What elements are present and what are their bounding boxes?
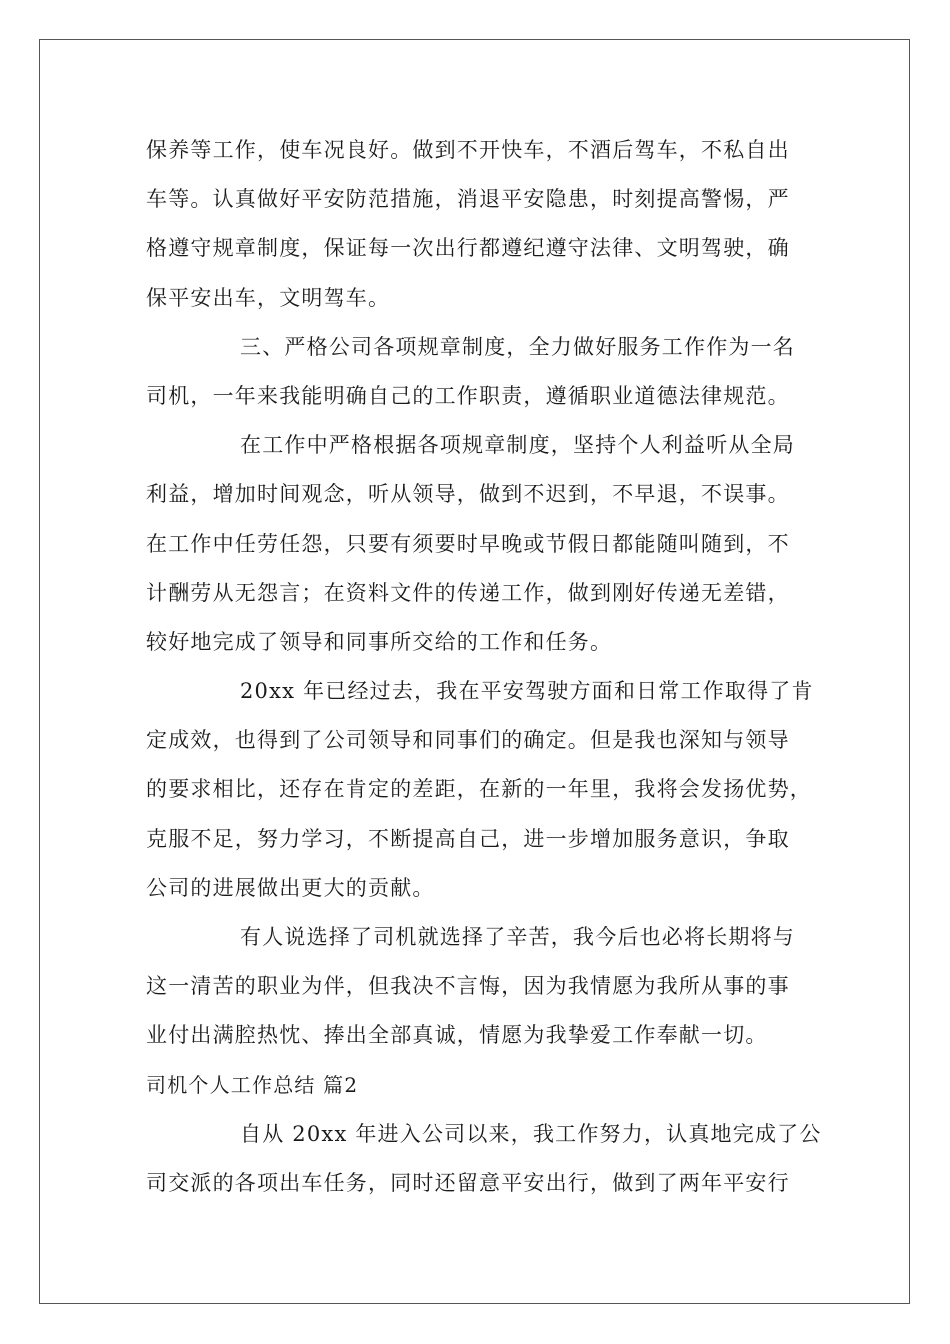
paragraph-first-line: 有人说选择了司机就选择了辛苦，我今后也必将长期将与 bbox=[240, 925, 795, 949]
text-line: 较好地完成了领导和同事所交给的工作和任务。 bbox=[146, 629, 613, 654]
text-line: 司交派的各项出车任务，同时还留意平安出行，做到了两年平安行 bbox=[146, 1170, 790, 1195]
text-line: 公司的进展做出更大的贡献。 bbox=[146, 875, 435, 900]
paragraph-first-line: 自从 20xx 年进入公司以来，我工作努力，认真地完成了公 bbox=[240, 1121, 822, 1146]
text-line: 的要求相比，还存在肯定的差距，在新的一年里，我将会发扬优势， bbox=[146, 777, 812, 802]
text-line: 这一清苦的职业为伴，但我决不言悔，因为我情愿为我所从事的事 bbox=[146, 974, 790, 999]
text-line: 保平安出车，文明驾车。 bbox=[146, 285, 391, 310]
paragraph-first-line: 三、严格公司各项规章制度，全力做好服务工作作为一名 bbox=[240, 334, 795, 359]
text-line: 利益，增加时间观念，听从领导，做到不迟到，不早退，不误事。 bbox=[146, 482, 790, 507]
text-line: 在工作中任劳任怨，只要有须要时早晚或节假日都能随叫随到，不 bbox=[146, 531, 790, 556]
text-line: 保养等工作，使车况良好。做到不开快车，不酒后驾车，不私自出 bbox=[146, 138, 790, 162]
text-line: 克服不足，努力学习，不断提高自己，进一步增加服务意识，争取 bbox=[146, 826, 790, 851]
text-line: 司机，一年来我能明确自己的工作职责，遵循职业道德法律规范。 bbox=[146, 383, 790, 408]
section-heading: 司机个人工作总结 篇2 bbox=[146, 1072, 359, 1097]
text-line: 定成效，也得到了公司领导和同事们的确定。但是我也深知与领导 bbox=[146, 728, 790, 753]
text-line: 计酬劳从无怨言；在资料文件的传递工作，做到刚好传递无差错， bbox=[146, 580, 790, 605]
paragraph-first-line: 在工作中严格根据各项规章制度，坚持个人利益听从全局 bbox=[240, 433, 795, 458]
paragraph-first-line: 20xx 年已经过去，我在平安驾驶方面和日常工作取得了肯 bbox=[240, 679, 814, 704]
text-line: 车等。认真做好平安防范措施，消退平安隐患，时刻提高警惕，严 bbox=[146, 187, 790, 212]
text-line: 业付出满腔热忱、捧出全部真诚，情愿为我挚爱工作奉献一切。 bbox=[146, 1023, 768, 1048]
text-line: 格遵守规章制度，保证每一次出行都遵纪遵守法律、文明驾驶，确 bbox=[146, 236, 790, 261]
document-body bbox=[146, 126, 822, 1208]
